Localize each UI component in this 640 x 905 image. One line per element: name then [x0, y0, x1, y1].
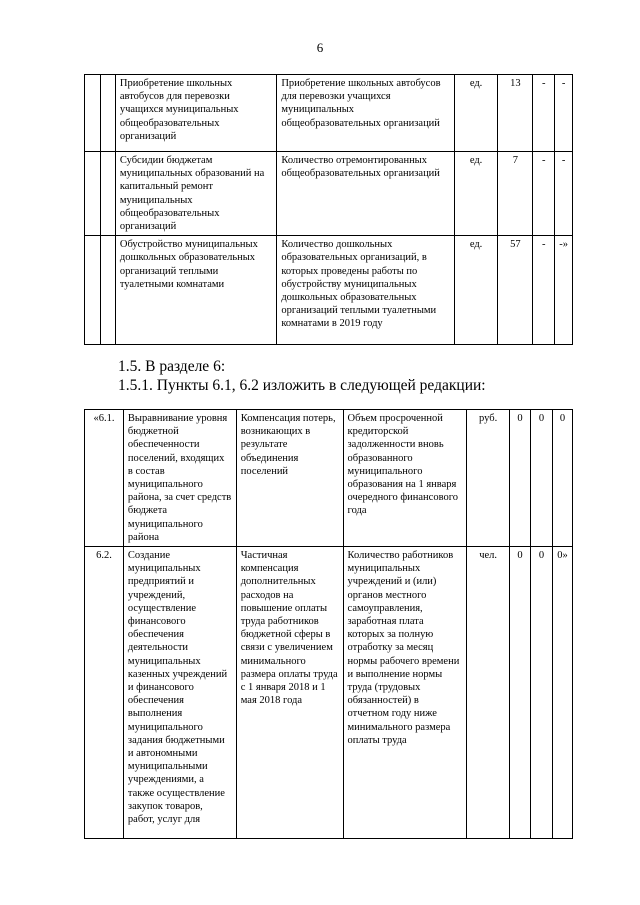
event-cell: Выравнивание уровня бюджетной обеспеченности поселений, входящих в состав муниципального района, за счет средств бюджета муниципального района [123, 410, 236, 547]
table-row [85, 236, 573, 345]
unit-cell: ед. [454, 152, 498, 236]
event-cell: Субсидии бюджетам муниципальных образований на капитальный ремонт муниципальных общеобразовательных организаций [115, 152, 276, 236]
subsection-heading: 1.5.1. Пункты 6.1, 6.2 изложить в следующей редакции: [118, 377, 486, 394]
section-heading: 1.5. В разделе 6: [118, 358, 226, 375]
item-number: «6.1. [85, 410, 124, 547]
value-cell: 57 [498, 236, 533, 345]
event-cell: Приобретение школьных автобусов для перевозки учащихся муниципальных общеобразовательных организаций [115, 75, 276, 152]
unit-cell: руб. [467, 410, 510, 547]
purpose-cell: Частичная компенсация дополнительных расходов на повышение оплаты труда работников бюджетной сферы в связи с увеличением минимального размера оплаты труда с 1 января 2018 и 1 мая 2018 года [236, 547, 343, 839]
unit-cell: ед. [454, 75, 498, 152]
value-cell: 0 [531, 547, 553, 839]
purpose-cell: Компенсация потерь, возникающих в результате объединения поселений [236, 410, 343, 547]
value-cell: - [533, 152, 555, 236]
value-cell: - [555, 75, 573, 152]
item-number: 6.2. [85, 547, 124, 839]
page-number: 6 [316, 40, 324, 55]
indicator-cell: Количество работников муниципальных учреждений и (или) органов местного самоуправления, заработная плата которых за полную отработку за месяц нормы рабочего времени и выполнение нормы труда (трудовых обязанностей) в отчетном году ниже минимального размера оплаты труда [343, 547, 467, 839]
event-cell: Создание муниципальных предприятий и учреждений, осуществление финансового обеспечения деятельности муниципальных казенных учреждений и финансового обеспечения выполнения муниципального задания бюджетными и автономными муниципальными учреждениями, а также осуществление закупок товаров, работ, услуг для [123, 547, 236, 839]
indicator-cell: Количество отремонтированных общеобразовательных организаций [277, 152, 454, 236]
event-cell: Обустройство муниципальных дошкольных образовательных организаций теплыми туалетными комнатами [115, 236, 276, 345]
table-row [85, 152, 573, 236]
value-cell: -» [555, 236, 573, 345]
value-cell: - [533, 236, 555, 345]
table-row [85, 410, 573, 547]
indicator-cell: Количество дошкольных образовательных организаций, в которых проведены работы по обустройству муниципальных дошкольных образовательных организаций теплыми туалетными комнатами в 2019 году [277, 236, 454, 345]
unit-cell: чел. [467, 547, 510, 839]
value-cell: 13 [498, 75, 533, 152]
value-cell: 7 [498, 152, 533, 236]
table-row [85, 75, 573, 152]
value-cell: 0 [510, 410, 531, 547]
indicator-cell: Приобретение школьных автобусов для перевозки учащихся муниципальных общеобразовательных организаций [277, 75, 454, 152]
unit-cell: ед. [454, 236, 498, 345]
value-cell: 0» [552, 547, 572, 839]
indicators-table-section-6 [84, 409, 573, 839]
value-cell: 0 [552, 410, 572, 547]
value-cell: - [533, 75, 555, 152]
indicators-table-continued [84, 74, 573, 345]
value-cell: 0 [510, 547, 531, 839]
indicator-cell: Объем просроченной кредиторской задолженности вновь образованного муниципального образования на 1 января очередного финансового года [343, 410, 467, 547]
value-cell: - [555, 152, 573, 236]
table-row [85, 547, 573, 839]
value-cell: 0 [531, 410, 553, 547]
